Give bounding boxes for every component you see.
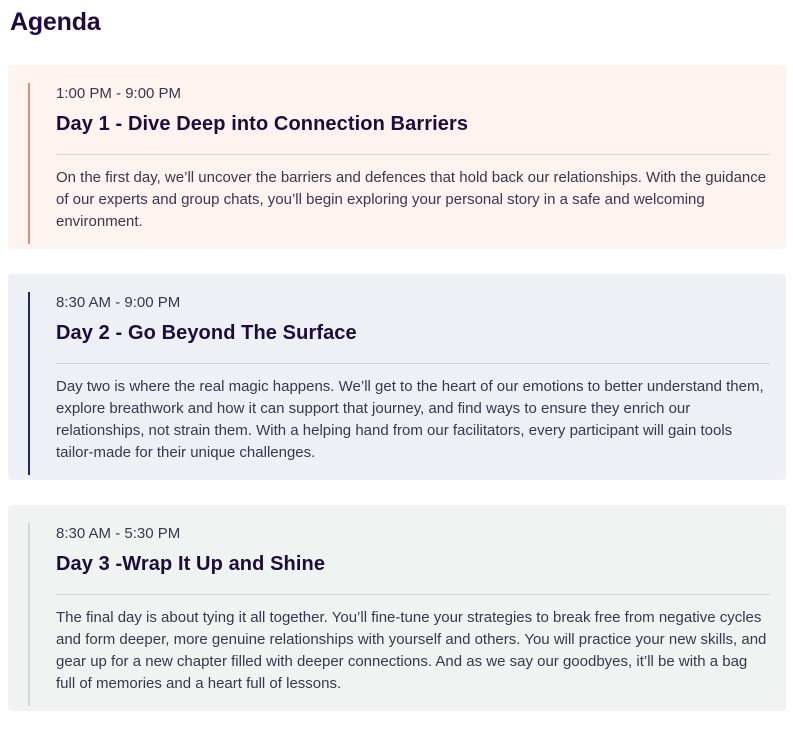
page-title: Agenda [10,8,101,36]
agenda-card-day-2 [8,274,786,480]
event-time: 8:30 AM - 9:00 PM [56,294,181,311]
event-time: 1:00 PM - 9:00 PM [56,85,182,102]
accent-bar [28,292,30,475]
session-title: Day 1 - Dive Deep into Connection Barriers [56,113,469,135]
agenda-card-day-1 [8,65,786,249]
accent-bar [28,523,30,706]
event-time: 8:30 AM - 5:30 PM [56,525,181,542]
session-description: The final day is about tying it all together. You’ll fine-tune your strategies to break free from negative cycles and form deeper, more genuine relationships with yourself and others. You will practice your new skills, and gear up for a new chapter filled with deeper connections. And as we say our goodbyes, it’ll be with a bag full of memories and a heart full of lessons. [56,609,767,692]
divider [56,363,770,364]
session-title: Day 2 - Go Beyond The Surface [56,322,357,344]
session-description: Day two is where the real magic happens. We’ll get to the heart of our emotions to better understand them, explore breathwork and how it can support that journey, and find ways to ensure they enrich our relationships, not strain them. With a helping hand from our facilitators, every participant will gain tools tailor-made for their unique challenges. [56,378,764,461]
agenda-card-day-3 [8,505,786,711]
agenda-list [8,65,786,711]
accent-bar [28,83,30,244]
divider [56,154,770,155]
session-title: Day 3 -Wrap It Up and Shine [56,553,326,575]
divider [56,594,770,595]
session-description: On the first day, we’ll uncover the barriers and defences that hold back our relationships. With the guidance of our experts and group chats, you’ll begin exploring your personal story in a safe and welcoming environment. [56,169,767,230]
